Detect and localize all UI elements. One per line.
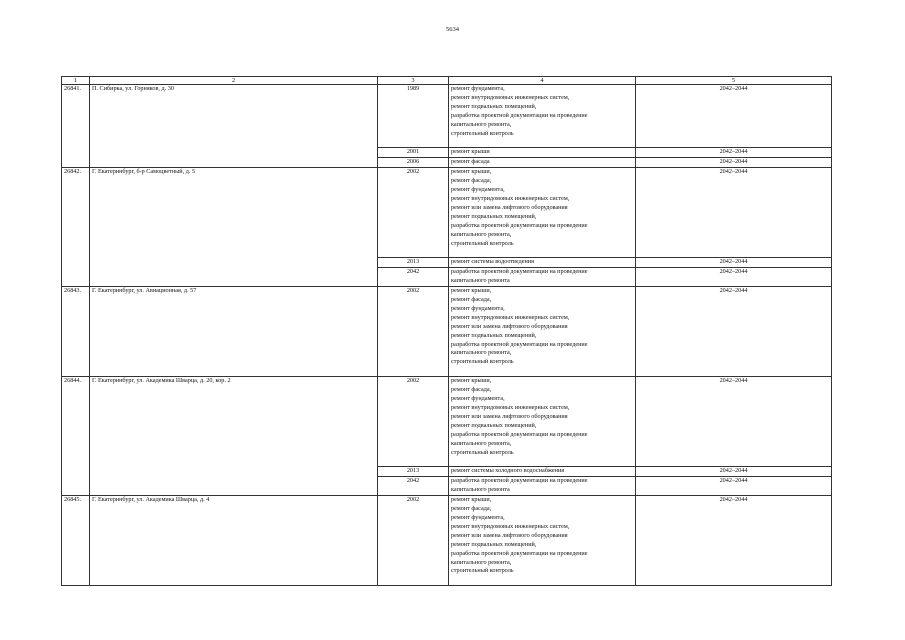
spacer [451,367,633,376]
period-cell: 2042–2044 [636,467,832,477]
works-cell [449,148,636,158]
year-cell: 2042 [378,477,449,496]
work-item: разработка проектной документации на проведение [451,221,588,229]
work-item: строительный контроль [451,358,514,366]
work-item: ремонт системы водоотведения [451,258,534,266]
work-item: капитального ремонта, [451,120,512,128]
work-item: ремонт или замена лифтового оборудования [451,203,568,211]
works-cell [449,168,636,258]
works-cell [449,477,636,496]
work-item: разработка проектной документации на проведение [451,477,588,485]
work-item: ремонт подвальных помещений, [451,540,537,548]
record-number: 26845. [62,496,90,586]
period-cell: 2042–2044 [636,377,832,467]
work-item: ремонт внутридомовых инженерных систем, [451,522,570,530]
table-body [62,85,832,586]
work-item: разработка проектной документации на проведение [451,111,588,119]
period-cell: 2042–2044 [636,168,832,258]
record-address: Г. Екатеринбург, ул. Авиационная, д. 57 [90,287,378,377]
year-cell: 2002 [378,377,449,467]
period-cell: 2042–2044 [636,496,832,586]
work-item: капитального ремонта, [451,439,512,447]
work-item: ремонт внутридомовых инженерных систем, [451,313,570,321]
work-item: ремонт фундамента, [451,304,505,312]
year-cell: 2002 [378,168,449,258]
work-item: ремонт фасада [451,158,490,166]
year-cell: 1989 [378,85,449,148]
column-header: 5 [636,77,832,85]
work-item: ремонт внутридомовых инженерных систем, [451,404,570,411]
work-item: ремонт крыши, [451,168,492,176]
record-number: 26841. [62,85,90,168]
work-item: ремонт подвальных помещений, [451,421,537,429]
work-item: ремонт подвальных помещений, [451,331,537,339]
spacer [451,576,633,585]
year-cell: 2002 [378,287,449,377]
table-header-row [62,77,832,85]
work-item: ремонт фундамента, [451,85,505,92]
work-item: капитального ремонта, [451,558,512,566]
work-item: ремонт фундамента, [451,513,505,521]
works-cell [449,268,636,287]
work-item: строительный контроль [451,448,514,456]
work-item: ремонт фасада, [451,177,492,185]
record-number: 26843. [62,287,90,377]
capital-repair-table [61,76,832,586]
record-address: Г. Екатеринбург, ул. Академика Шварца, д. 4 [90,496,378,586]
period-cell: 2042–2044 [636,158,832,168]
year-cell: 2001 [378,148,449,158]
table-row [62,85,832,148]
work-item: ремонт внутридомовых инженерных систем, [451,93,570,101]
work-item: ремонт или замена лифтового оборудования [451,322,568,330]
table-row [62,168,832,258]
work-item: ремонт или замена лифтового оборудования [451,412,568,420]
year-cell: 2013 [378,258,449,268]
column-header: 3 [378,77,449,85]
works-cell [449,85,636,148]
period-cell: 2042–2044 [636,287,832,377]
work-item: ремонт внутридомовых инженерных систем, [451,194,570,202]
record-number: 26842. [62,168,90,287]
work-item: разработка проектной документации на проведение [451,549,588,557]
period-cell: 2042–2044 [636,268,832,287]
work-item: ремонт крыши [451,148,490,156]
work-item: капитального ремонта [451,277,510,285]
work-item: ремонт фасада, [451,296,492,304]
work-item: ремонт системы холодного водоснабжения [451,467,565,475]
table-row [62,287,832,377]
column-header: 4 [449,77,636,85]
spacer [451,457,633,466]
period-cell: 2042–2044 [636,258,832,268]
work-item: разработка проектной документации на проведение [451,430,588,438]
work-item: ремонт фасада, [451,505,492,513]
spacer [451,138,633,147]
works-cell [449,496,636,586]
year-cell: 2013 [378,467,449,477]
works-cell [449,377,636,467]
work-item: строительный контроль [451,239,514,247]
work-item: ремонт фундамента, [451,395,505,403]
period-cell: 2042–2044 [636,477,832,496]
work-item: строительный контроль [451,567,514,575]
works-cell [449,258,636,268]
work-item: капитального ремонта, [451,230,512,238]
year-cell: 2006 [378,158,449,168]
record-address: Г. Екатеринбург, б-р Самоцветный, д. 5 [90,168,378,287]
works-cell [449,467,636,477]
record-number: 26844. [62,377,90,496]
period-cell: 2042–2044 [636,148,832,158]
period-cell: 2042–2044 [636,85,832,148]
work-item: ремонт крыши, [451,287,492,295]
record-address: Г. Екатеринбург, ул. Академика Шварца, д. 20, кор. 2 [90,377,378,496]
work-item: разработка проектной документации на проведение [451,340,588,348]
column-header: 1 [62,77,90,85]
work-item: ремонт подвальных помещений, [451,102,537,110]
work-item: ремонт подвальных помещений, [451,212,537,220]
work-item: ремонт крыши, [451,377,492,385]
works-cell [449,287,636,377]
works-cell [449,158,636,168]
work-item: ремонт фасада, [451,386,492,394]
work-item: капитального ремонта [451,486,510,494]
work-item: разработка проектной документации на проведение [451,268,588,276]
year-cell: 2002 [378,496,449,586]
spacer [451,248,633,257]
column-header: 2 [90,77,378,85]
record-address: П. Сибирка, ул. Горняков, д. 30 [90,85,378,168]
table-row [62,377,832,467]
page-number: 5634 [446,26,459,33]
work-item: капитального ремонта, [451,349,512,357]
work-item: ремонт крыши, [451,496,492,504]
work-item: ремонт фундамента, [451,186,505,194]
work-item: ремонт или замена лифтового оборудования [451,531,568,539]
table-row [62,496,832,586]
work-item: строительный контроль [451,129,514,137]
year-cell: 2042 [378,268,449,287]
